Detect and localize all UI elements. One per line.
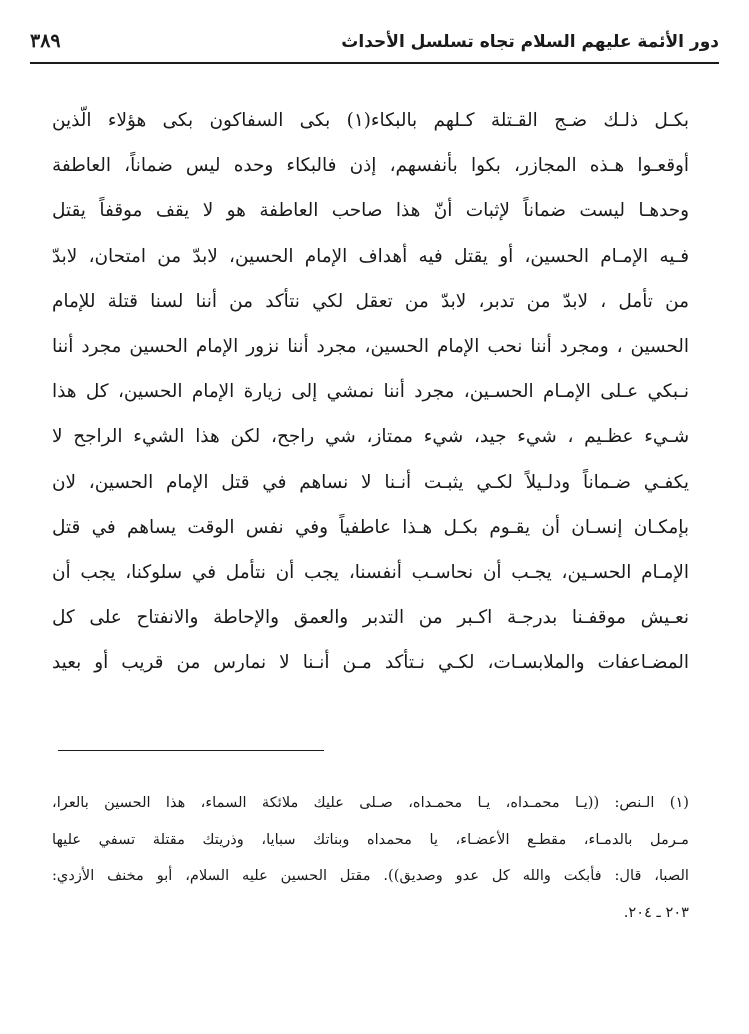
text-line: بكـل ذلـك ضـج القـتلة كـلهم بالبكاء(١) بكى السفاكون بكى هؤلاء الّذين bbox=[52, 110, 690, 131]
footnote-separator bbox=[58, 750, 324, 751]
text-line: نـبكي عـلى الإمـام الحسـين، مجرد أننا نمشي إلى زيارة الإمام الحسين، كل هذا bbox=[52, 381, 689, 403]
running-header-title: دور الأئمة عليهم السلام تجاه تسلسل الأحداث bbox=[341, 32, 719, 52]
text-line: يكفـي ضـماناً ودلـيلاً لكـي يثبـت أنـنا لا نساهم في قتل الإمام الحسين، لان bbox=[52, 471, 689, 493]
text-line: فـيه الإمـام الحسين، أو يقتل فيه أهداف الإمام الحسين، لابدّ من امتحان، لابدّ bbox=[52, 245, 689, 267]
text-line: وحدهـا ليست ضماناً لإثبات أنّ هذا صاحب العاطفة هو لا يقف موقفاً يقتل bbox=[52, 200, 689, 222]
page-number: ٣٨٩ bbox=[30, 30, 61, 52]
text-line: من تأمل ، لابدّ من تدبر، لابدّ من تعقل لكي نتأكد من أننا لسنا قتلة للإمام bbox=[52, 290, 689, 312]
main-text bbox=[52, 98, 689, 685]
text-line: أوقعـوا هـذه المجازر، بكوا بأنفسهم، إذن فالبكاء وحده ليس ضماناً، العاطفة bbox=[52, 155, 689, 177]
text-line: الإمـام الحسـين، يجـب أن نحاسـب أنفسنا، يجب أن نتأمل في سلوكنا، يجب أن bbox=[52, 561, 689, 583]
header-rule bbox=[30, 62, 719, 64]
text-line: المضـاعفات والملابسـات، لكـي نـتأكد مـن أنـنا لا نمارس من قريب أو بعيد bbox=[52, 652, 689, 674]
text-line: الحسين ، ومجرد أننا نحب الإمام الحسين، مجرد أننا نزور الإمام الحسين مجرد أننا bbox=[52, 335, 689, 357]
text-line: شـيء عظـيم ، شيء جيد، شيء ممتاز، شي راجح، لكن هذا الشيء الراجح لا bbox=[52, 426, 689, 448]
footnote-line: (١) الـنص: ((يـا محمـداه، يـا محمـداه، صـلى عليك ملائكة السماء، هذا الحسين بالعرا، bbox=[52, 794, 689, 811]
text-line: بإمكـان إنسـان أن يقـوم بكـل هـذا عاطفياً وفي نفس الوقت يساهم في قتل bbox=[52, 516, 689, 538]
footnotes bbox=[52, 785, 689, 931]
running-header bbox=[30, 28, 719, 64]
footnote-line: مـرمل بالدمـاء، مقطـع الأعضـاء، يا محمداه وبناتك سبايا، وذريتك مقتلة تسفي عليها bbox=[52, 830, 689, 848]
footnote-line: ٢٠٣ ـ ٢٠٤. bbox=[623, 903, 689, 921]
text-line: نعـيش موقفـنا بدرجـة اكـبر من التدبر والعمق والإحاطة والانفتاح على كل bbox=[52, 607, 689, 629]
footnote-line: الصبا، قال: فأبكت والله كل عدو وصديق)). مقتل الحسين عليه السلام، أبو مخنف الأزدي: bbox=[52, 867, 689, 884]
